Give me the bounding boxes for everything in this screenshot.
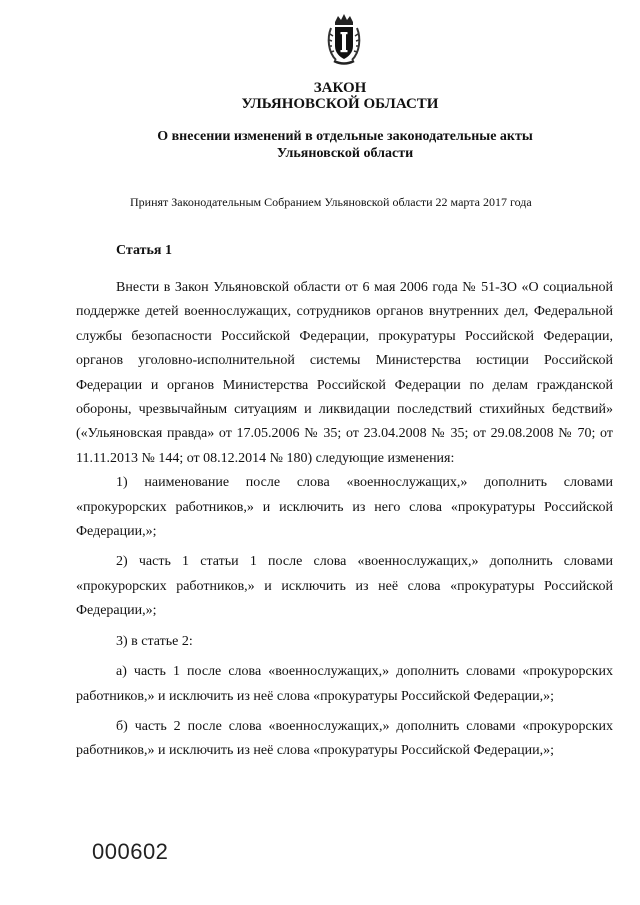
adoption-note: Принят Законодательным Собранием Ульяновской области 22 марта 2017 года [130,195,532,209]
article-body [76,276,613,764]
article-paragraph: Внести в Закон Ульяновской области от 6 мая 2006 года № 51-ЗО «О социальной поддержке детей военнослужащих, сотрудников органов внутренних дел, Федеральной службы безопасности Российской Федерации, прокуратуры Российской Федерации, органов уголовно-исполнительной системы Министерства юстиции Российской Федерации и органов Министерства Российской Федерации по делам гражданской обороны, чрезвычайным ситуациям и ликвидации последствий стихийных бедствий» («Ульяновская правда» от 17.05.2006 № 35; от 23.04.2008 № 35; от 29.08.2008 № 70; от 11.11.2013 № 144; от 08.12.2014 № 180) следующие изменения: [76,280,613,466]
document-code: 000602 [92,839,169,864]
article-paragraph: 2) часть 1 статьи 1 после слова «военнослужащих,» дополнить словами «прокурорских работников,» и исключить из неё слова «прокуратуры Российской Федерации,»; [76,554,613,619]
article-paragraph: а) часть 1 после слова «военнослужащих,» дополнить словами «прокурорских работников,» и исключить из неё слова «прокуратуры Российской Федерации,»; [76,664,613,704]
article-paragraph: 3) в статье 2: [116,633,193,649]
law-subject-line2: Ульяновской области [276,146,414,161]
article-heading: Статья 1 [116,243,172,258]
law-subject-line1: О внесении изменений в отдельные законодательные акты [157,129,533,144]
coat-of-arms-icon [326,12,362,68]
law-title: ЗАКОН [313,80,367,96]
article-paragraph: 1) наименование после слова «военнослужащих,» дополнить словами «прокурорских работников,» и исключить из него слова «прокуратуры Российской Федерации,»; [76,475,613,540]
law-region: УЛЬЯНОВСКОЙ ОБЛАСТИ [241,96,439,112]
article-paragraph: б) часть 2 после слова «военнослужащих,» дополнить словами «прокурорских работников,» и исключить из неё слова «прокуратуры Российской Федерации,»; [76,718,613,759]
